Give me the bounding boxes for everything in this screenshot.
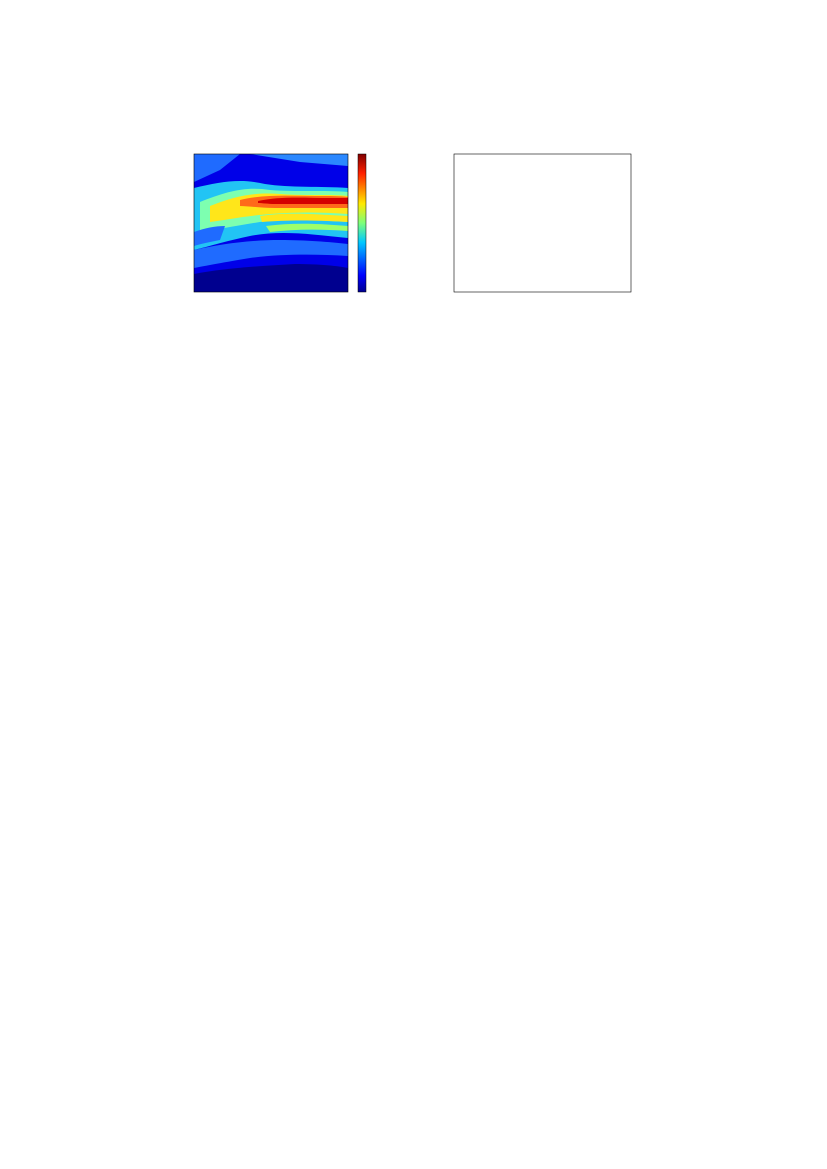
section-5-1-1-heading <box>90 411 738 426</box>
section-5-1-heading <box>90 384 738 401</box>
page-body <box>90 112 738 436</box>
section-5-heading <box>90 340 738 362</box>
figure-2 <box>90 136 738 316</box>
right-plot-frame <box>454 154 631 292</box>
exact-solution-heatmap <box>194 154 348 292</box>
figure-2-plots <box>90 136 738 316</box>
colorbar <box>358 154 366 292</box>
